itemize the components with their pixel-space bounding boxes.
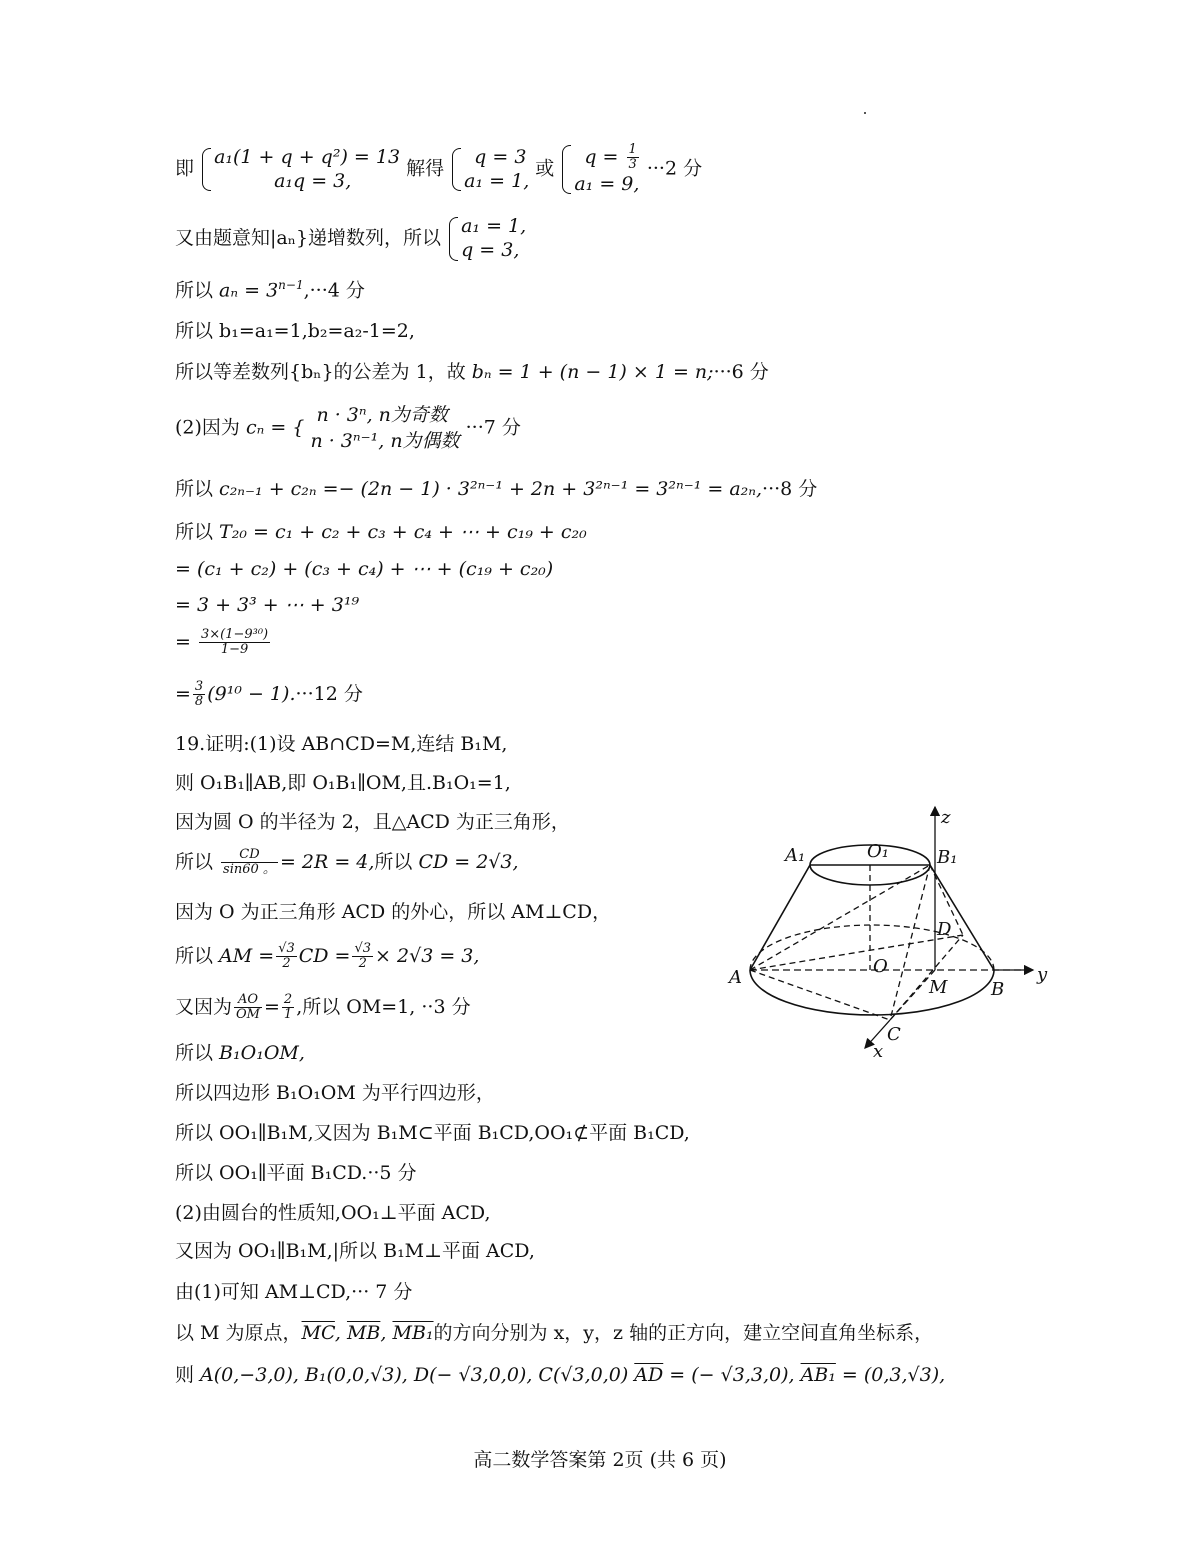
- label-z: z: [941, 807, 951, 828]
- math: B₁O₁OM,: [219, 1042, 305, 1064]
- math: T₂₀ = c₁ + c₂ + c₃ + c₄ + ⋯ + c₁₉ + c₂₀: [219, 521, 587, 543]
- fraction: [282, 993, 294, 1023]
- equation-system-1: [200, 146, 400, 194]
- line-2: [175, 215, 526, 263]
- score-note: ···7 分: [465, 416, 521, 439]
- line-ab1: [750, 865, 930, 970]
- math: AM =: [219, 944, 275, 967]
- line-5: [175, 361, 769, 384]
- score-note: ,···4 分: [303, 279, 365, 302]
- slant-left: [750, 865, 810, 970]
- text: 所以: [175, 850, 220, 873]
- numerator: 3: [194, 679, 204, 694]
- text: (2)因为: [175, 416, 246, 439]
- denominator: 2: [358, 956, 367, 972]
- denominator: sin60 。: [223, 862, 276, 878]
- vector: $\overline{MB}$: [346, 1322, 381, 1344]
- numerator: √3: [354, 941, 372, 956]
- math: = 2R = 4,: [279, 850, 375, 873]
- bottom-base-back: [750, 925, 994, 970]
- line-8: [175, 521, 587, 544]
- math: bₙ = 1 + (n − 1) × 1 = n;: [471, 361, 714, 383]
- text: 所以: [175, 944, 220, 967]
- label-y: y: [1037, 964, 1048, 985]
- math: A(0,−3,0), B₁(0,0,√3), D(− √3,0,0), C(√3,0,0): [200, 1364, 635, 1386]
- score-note: ···12 分: [295, 682, 363, 705]
- stray-mark: [864, 112, 866, 114]
- math: =: [175, 630, 191, 653]
- line-19: [175, 993, 471, 1023]
- label-a1: A₁: [785, 845, 806, 866]
- text: 的方向分别为 x，y，z 轴的正方向，建立空间直角坐标系，: [433, 1322, 934, 1344]
- line-10: = 3 + 3³ + ⋯ + 3¹⁹: [175, 594, 360, 616]
- text: 则: [175, 1364, 201, 1386]
- score-note: ···2 分: [646, 157, 703, 180]
- case-even: n · 3ⁿ⁻¹, n为偶数: [310, 429, 460, 452]
- label-o1: O₁: [867, 841, 889, 862]
- equation-system: [447, 215, 526, 263]
- line-12: [175, 680, 363, 710]
- eq-row: a₁ = 9,: [574, 172, 640, 195]
- math: (9¹⁰ − 1).: [207, 682, 296, 705]
- text: 或: [535, 157, 555, 180]
- slant-right: [930, 865, 994, 970]
- math: = (0,3,√3),: [835, 1364, 946, 1386]
- eq-row: a₁q = 3,: [274, 169, 352, 192]
- fraction: [234, 993, 262, 1023]
- numerator: CD: [221, 848, 278, 863]
- math: = (− √3,3,0),: [663, 1364, 801, 1386]
- label-a: A: [729, 967, 742, 988]
- fraction: [221, 848, 278, 878]
- math: CD = 2√3,: [418, 850, 519, 873]
- text: 解得: [406, 157, 445, 180]
- numerator: AO: [234, 993, 262, 1008]
- math: aₙ = 3: [219, 279, 279, 302]
- score-note: ···6 分: [713, 361, 769, 383]
- line-11: [175, 628, 272, 658]
- line-4: 所以 b₁=a₁=1,b₂=a₂-1=2,: [175, 320, 415, 342]
- line-17: 因为 O 为正三角形 ACD 的外心，所以 AM⊥CD，: [175, 901, 612, 923]
- equation-system-3: [560, 143, 640, 196]
- eq-part: q =: [584, 145, 625, 168]
- text: 即: [175, 157, 195, 180]
- line-6: [175, 403, 521, 454]
- eq-row: q = 3,: [461, 238, 520, 261]
- eq-row: a₁(1 + q + q²) = 13: [214, 145, 401, 168]
- label-c: C: [887, 1024, 901, 1045]
- line-1: [175, 143, 702, 196]
- line-22: 所以 OO₁∥B₁M,又因为 B₁M⊂平面 B₁CD,OO₁⊄平面 B₁CD,: [175, 1122, 690, 1144]
- fraction: [627, 143, 639, 173]
- line-26: 由(1)可知 AM⊥CD,··· 7 分: [175, 1281, 413, 1303]
- eq-row: q = 3: [474, 145, 527, 168]
- score-note: ,所以 OM=1, ··3 分: [296, 995, 471, 1018]
- line-16: [175, 848, 519, 878]
- eq-row: a₁ = 1,: [461, 215, 527, 237]
- line-14: 则 O₁B₁∥AB,即 O₁B₁∥OM,且.B₁O₁=1,: [175, 772, 511, 794]
- denominator: 1−9: [220, 642, 249, 658]
- text: 又因为: [175, 995, 233, 1018]
- fraction: [352, 942, 373, 972]
- line-13: 19.证明:(1)设 AB∩CD=M,连结 B₁M,: [175, 733, 508, 755]
- label-x: x: [873, 1041, 884, 1062]
- page-footer: 高二数学答案第 2页 (共 6 页): [473, 1449, 727, 1471]
- numerator: √3: [278, 941, 295, 956]
- label-m: M: [929, 977, 948, 998]
- fraction: [193, 680, 205, 710]
- frustum-figure: [715, 795, 1075, 1070]
- math: =: [175, 682, 191, 705]
- label-b1: B₁: [937, 847, 958, 868]
- line-28: [175, 1364, 945, 1387]
- case-odd: n · 3ⁿ, n为奇数: [316, 404, 448, 426]
- label-d: D: [937, 919, 952, 940]
- line-18: [175, 942, 479, 972]
- fraction: [276, 942, 297, 972]
- line-20: [175, 1042, 305, 1065]
- math: =: [263, 995, 280, 1018]
- vector: MB₁: [392, 1322, 434, 1344]
- piecewise: [310, 403, 459, 454]
- vector: $\overline{AD}$: [634, 1364, 664, 1386]
- denominator: 3: [628, 157, 637, 173]
- numerator: 1: [628, 142, 637, 157]
- text: 所以: [175, 279, 220, 302]
- line-24: (2)由圆台的性质知,OO₁⊥平面 ACD,: [175, 1202, 491, 1224]
- vector: $\overline{MC}$: [301, 1322, 335, 1344]
- denominator: 1: [283, 1007, 293, 1023]
- line-21: 所以四边形 B₁O₁OM 为平行四边形，: [175, 1082, 495, 1104]
- math: c₂ₙ₋₁ + c₂ₙ =− (2n − 1) · 3²ⁿ⁻¹ + 2n + 3²ⁿ⁻¹ = 3²ⁿ⁻¹ = a₂ₙ,: [219, 478, 763, 500]
- bottom-base-front: [750, 970, 994, 1015]
- equation-system-2: [450, 146, 529, 194]
- line-7: [175, 478, 817, 501]
- text: 所以: [175, 478, 220, 500]
- denominator: OM: [236, 1007, 260, 1023]
- vector: AB₁: [800, 1364, 836, 1386]
- exponent: n−1: [278, 278, 304, 292]
- text: 所以等差数列{bₙ}的公差为 1，故: [175, 361, 472, 383]
- fraction: [199, 628, 270, 658]
- denominator: 8: [194, 694, 204, 710]
- line-25: 又因为 OO₁∥B₁M,|所以 B₁M⊥平面 ACD,: [175, 1240, 535, 1262]
- numerator: 2: [283, 992, 293, 1007]
- math: CD =: [298, 944, 351, 967]
- math: cₙ = {: [245, 416, 305, 439]
- line-23: 所以 OO₁∥平面 B₁CD.··5 分: [175, 1162, 417, 1184]
- score-note: ···8 分: [762, 478, 818, 500]
- denominator: 2: [282, 956, 291, 972]
- line-3: [175, 278, 365, 302]
- text: 又由题意知|aₙ}递增数列，所以: [175, 226, 442, 249]
- text: 以 M 为原点，: [175, 1322, 302, 1344]
- line-9: = (c₁ + c₂) + (c₃ + c₄) + ⋯ + (c₁₉ + c₂₀): [175, 558, 554, 580]
- label-o: O: [873, 956, 888, 977]
- text: 所以: [175, 521, 220, 543]
- eq-row: a₁ = 1,: [464, 169, 530, 192]
- text: 所以: [175, 1042, 220, 1064]
- label-b: B: [991, 979, 1005, 1000]
- text: 所以: [374, 850, 419, 873]
- line-27: 以 M 为原点，$\overline{MC}$, $\overline{MB}$, MB₁的方向分别为 x，y，z 轴的正方向，建立空间直角坐标系，: [175, 1322, 934, 1344]
- numerator: 3×(1−9³⁰): [200, 627, 269, 642]
- line-15: 因为圆 O 的半径为 2，且△ACD 为正三角形，: [175, 811, 570, 833]
- line-ad: [750, 935, 963, 970]
- math: × 2√3 = 3,: [375, 944, 480, 967]
